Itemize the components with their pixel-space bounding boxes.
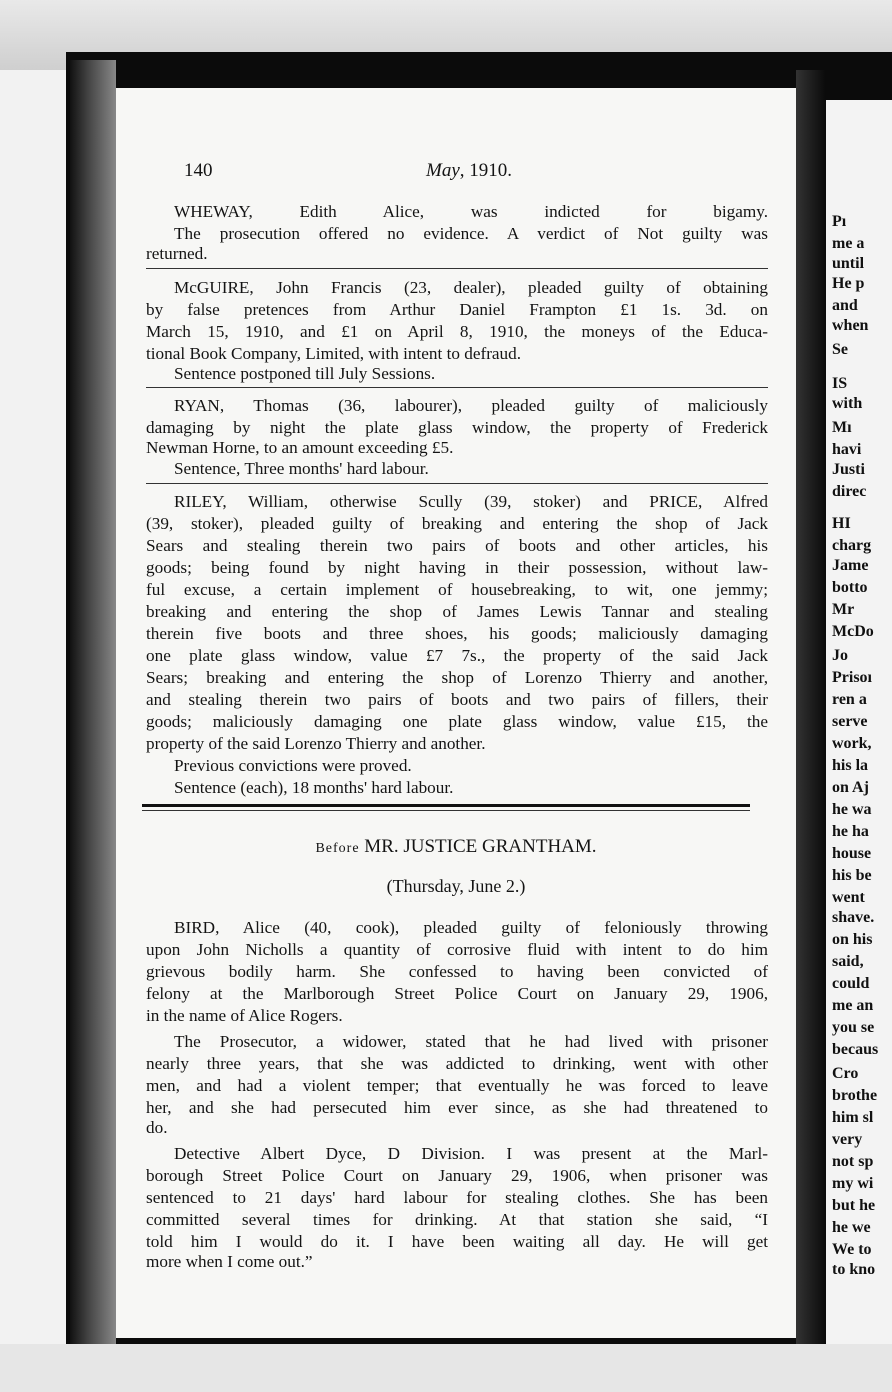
case-line: goods; maliciously damaging one plate glass window, value £15, the [146, 712, 768, 731]
case-line: by false pretences from Arthur Daniel Frampton £1 1s. 3d. on [146, 300, 768, 319]
facing-page-fragment: becaus [832, 1041, 879, 1058]
page-number: 140 [184, 160, 213, 181]
case-line: and stealing therein two pairs of boots and two pairs of fillers, their [146, 690, 768, 709]
facing-page-fragment: serve [832, 713, 868, 730]
case-line: RILEY, William, otherwise Scully (39, stoker) and PRICE, Alfred [174, 492, 768, 511]
facing-page-fragment: brothe [832, 1087, 878, 1104]
case-line: Sentence postponed till July Sessions. [174, 364, 436, 383]
facing-page-fragment: Justi [832, 461, 865, 478]
case-line: in the name of Alice Rogers. [146, 1006, 343, 1025]
facing-page-edge [826, 100, 892, 1344]
facing-page-fragment: Pı [832, 213, 847, 230]
case-line: Newman Horne, to an amount exceeding £5. [146, 438, 454, 457]
facing-page-fragment: with [832, 395, 863, 412]
case-line: sentenced to 21 days' hard labour for stealing clothes. She has been [146, 1188, 768, 1207]
running-header-year: , 1910. [459, 160, 513, 181]
case-line: BIRD, Alice (40, cook), pleaded guilty of feloniously throwing [174, 918, 768, 937]
facing-page-fragment: my wi [832, 1175, 874, 1192]
facing-page-fragment: We to [832, 1241, 872, 1258]
running-header-month: May [426, 160, 460, 181]
facing-page-fragment: but he [832, 1197, 876, 1214]
facing-page-fragment: work, [832, 735, 872, 752]
book-gutter [796, 70, 826, 1344]
facing-page-fragment: and [832, 297, 858, 314]
facing-page-fragment: he wa [832, 801, 872, 818]
book-page [116, 88, 796, 1338]
case-line: RYAN, Thomas (36, labourer), pleaded guilty of maliciously [174, 396, 768, 415]
case-line: Detective Albert Dyce, D Division. I was present at the Marl- [174, 1144, 768, 1163]
facing-page-fragment: Mr [832, 601, 855, 618]
section-divider [142, 804, 750, 811]
case-line: committed several times for drinking. At that station she said, “I [146, 1210, 768, 1229]
scan-left-edge [0, 70, 66, 1392]
section-heading [116, 836, 796, 858]
facing-page-fragment: me a [832, 235, 865, 252]
facing-page-fragment: him sl [832, 1109, 874, 1126]
facing-page-fragment: Jo [832, 647, 848, 664]
case-line: told him I would do it. I have been waiting all day. He will get [146, 1232, 768, 1251]
facing-page-fragment: He p [832, 275, 865, 292]
facing-page-fragment: went [832, 889, 865, 906]
case-line: ful excuse, a certain implement of housebreaking, to wit, one jemmy; [146, 580, 768, 599]
facing-page-fragment: said, [832, 953, 864, 970]
case-line: grievous bodily harm. She confessed to having been convicted of [146, 962, 768, 981]
facing-page-fragment: HI [832, 515, 851, 532]
case-line: goods; being found by night having in their possession, without law- [146, 558, 768, 577]
facing-page-fragment: charg [832, 537, 872, 554]
facing-page-fragment: Cro [832, 1065, 859, 1082]
book-spine [70, 60, 116, 1344]
case-divider [146, 387, 768, 388]
facing-page-fragment: could [832, 975, 870, 992]
case-line: upon John Nicholls a quantity of corrosive fluid with intent to do him [146, 940, 768, 959]
scan-bottom-edge [0, 1344, 892, 1392]
case-line: Sears and stealing therein two pairs of boots and other articles, his [146, 536, 768, 555]
case-line: men, and had a violent temper; that eventually he was forced to leave [146, 1076, 768, 1095]
facing-page-fragment: you se [832, 1019, 875, 1036]
facing-page-fragment: Se [832, 341, 848, 358]
case-line: borough Street Police Court on January 29, 1906, when prisoner was [146, 1166, 768, 1185]
facing-page-fragment: Mı [832, 419, 852, 436]
case-line: nearly three years, that she was addicted to drinking, went with other [146, 1054, 768, 1073]
case-line: Sentence (each), 18 months' hard labour. [174, 778, 454, 797]
case-line: felony at the Marlborough Street Police Court on January 29, 1906, [146, 984, 768, 1003]
facing-page-fragment: his be [832, 867, 872, 884]
facing-page-fragment: Jame [832, 557, 869, 574]
facing-page-fragment: direc [832, 483, 867, 500]
facing-page-fragment: Prisoı [832, 669, 872, 686]
case-line: McGUIRE, John Francis (23, dealer), pleaded guilty of obtaining [174, 278, 768, 297]
case-divider [146, 268, 768, 269]
case-line: returned. [146, 244, 208, 263]
facing-page-fragment: havi [832, 441, 862, 458]
case-line: The prosecution offered no evidence. A verdict of Not guilty was [174, 224, 768, 243]
case-line: her, and she had persecuted him ever since, as she had threatened to [146, 1098, 768, 1117]
facing-page-fragment: me an [832, 997, 874, 1014]
case-line: damaging by night the plate glass window, the property of Frederick [146, 418, 768, 437]
case-line: Sentence, Three months' hard labour. [174, 459, 429, 478]
session-date: (Thursday, June 2.) [386, 876, 526, 896]
case-line: one plate glass window, value £7 7s., the property of the said Jack [146, 646, 768, 665]
section-heading-judge: MR. JUSTICE GRANTHAM. [364, 836, 597, 857]
facing-page-fragment: until [832, 255, 865, 272]
facing-page-fragment: on his [832, 931, 873, 948]
case-line: March 15, 1910, and £1 on April 8, 1910, the moneys of the Educa- [146, 322, 768, 341]
facing-page-fragment: to kno [832, 1261, 876, 1278]
facing-page-fragment: very [832, 1131, 863, 1148]
case-line: WHEWAY, Edith Alice, was indicted for bigamy. [174, 202, 768, 221]
facing-page-fragment: botto [832, 579, 868, 596]
case-line: property of the said Lorenzo Thierry and another. [146, 734, 486, 753]
facing-page-fragment: on Aj [832, 779, 869, 796]
facing-page-fragment: shave. [832, 909, 875, 926]
facing-page-fragment: his la [832, 757, 869, 774]
section-heading-before: Before [315, 841, 360, 856]
facing-page-fragment: ren a [832, 691, 867, 708]
facing-page-fragment: McDo [832, 623, 874, 640]
case-line: Previous convictions were proved. [174, 756, 412, 775]
case-line: therein five boots and three shoes, his goods; maliciously damaging [146, 624, 768, 643]
case-line: breaking and entering the shop of James Lewis Tannar and stealing [146, 602, 768, 621]
case-line: tional Book Company, Limited, with intent to defraud. [146, 344, 522, 363]
case-line: Sears; breaking and entering the shop of Lorenzo Thierry and another, [146, 668, 768, 687]
facing-page-fragment: IS [832, 375, 848, 392]
facing-page-fragment: not sp [832, 1153, 874, 1170]
facing-page-fragment: house [832, 845, 872, 862]
facing-page-fragment: when [832, 317, 869, 334]
case-line: The Prosecutor, a widower, stated that he had lived with prisoner [174, 1032, 768, 1051]
case-divider [146, 483, 768, 484]
case-line: more when I come out.” [146, 1252, 313, 1271]
facing-page-fragment: he ha [832, 823, 869, 840]
running-header [426, 160, 512, 182]
case-line: do. [146, 1118, 168, 1137]
case-line: (39, stoker), pleaded guilty of breaking and entering the shop of Jack [146, 514, 768, 533]
facing-page-fragment: he we [832, 1219, 871, 1236]
